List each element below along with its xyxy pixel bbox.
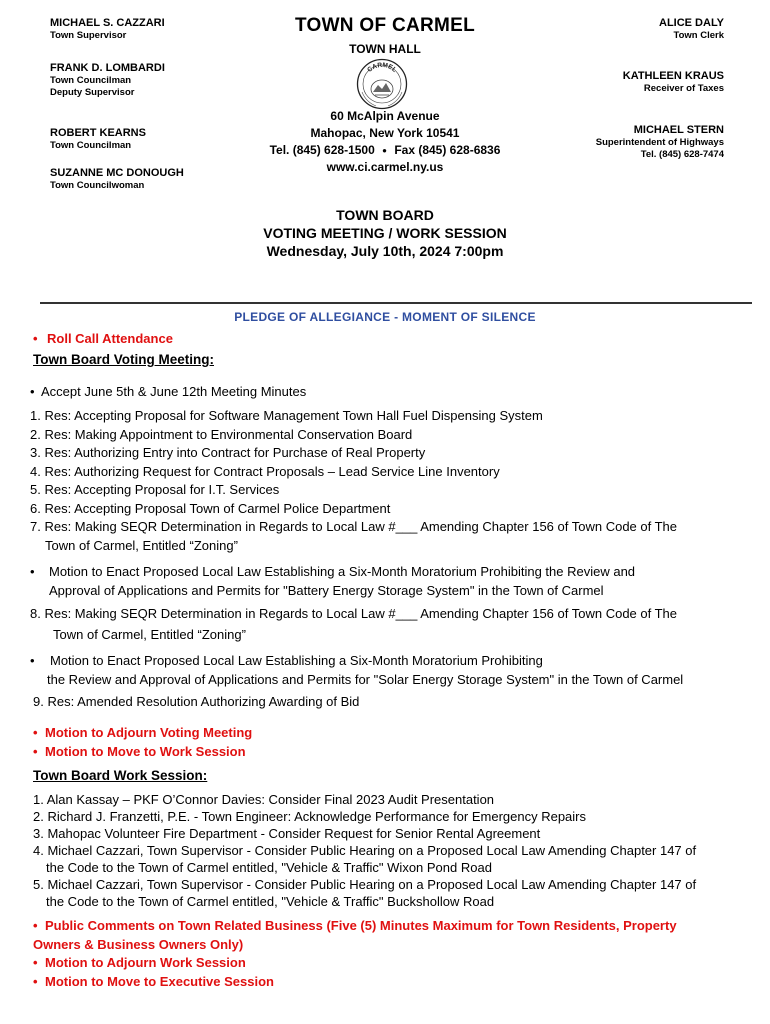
minutes-bullet: • bbox=[30, 384, 35, 399]
fax: Fax (845) 628-6836 bbox=[394, 143, 501, 157]
meeting-line3: Wednesday, July 10th, 2024 7:00pm bbox=[266, 243, 504, 259]
councilwoman-name: SUZANNE MC DONOUGH bbox=[50, 167, 184, 179]
move-to-exec: Motion to Move to Executive Session bbox=[45, 973, 274, 989]
town-seal bbox=[356, 58, 408, 110]
receiver-name: KATHLEEN KRAUS bbox=[622, 70, 724, 82]
minutes-text: Accept June 5th & June 12th Meeting Minutes bbox=[41, 384, 307, 399]
work-heading: Town Board Work Session: bbox=[33, 768, 208, 783]
work-item: 2. Richard J. Franzetti, P.E. - Town Engineer: Acknowledge Performance for Emergency Repairs bbox=[33, 809, 587, 824]
work-item-5: 5. Michael Cazzari, Town Supervisor - Consider Public Hearing on a Proposed Local Law Amending Chapter 147 of bbox=[33, 877, 697, 892]
header-left bbox=[50, 17, 165, 42]
address-line1: 60 McAlpin Avenue bbox=[330, 109, 440, 123]
header-center bbox=[235, 15, 535, 56]
work-motions bbox=[33, 917, 677, 991]
voting-item-9: 9. Res: Amended Resolution Authorizing Awarding of Bid bbox=[33, 694, 360, 709]
voting-heading: Town Board Voting Meeting: bbox=[33, 352, 214, 367]
meeting-title bbox=[0, 206, 770, 260]
move-to-work: Motion to Move to Work Session bbox=[45, 744, 246, 759]
supervisor-role: Town Supervisor bbox=[50, 30, 127, 41]
councilman2-block bbox=[50, 127, 146, 152]
adjourn-work: Motion to Adjourn Work Session bbox=[45, 955, 246, 970]
councilman1-block bbox=[50, 62, 165, 99]
councilman2-name: ROBERT KEARNS bbox=[50, 127, 146, 139]
motion-battery-line1: Motion to Enact Proposed Local Law Establishing a Six-Month Moratorium Prohibiting the Review and bbox=[49, 564, 636, 579]
highways-block bbox=[596, 124, 724, 161]
motion-bullet: • bbox=[30, 653, 35, 668]
receiver-role: Receiver of Taxes bbox=[643, 83, 724, 94]
clerk-name: ALICE DALY bbox=[659, 17, 724, 29]
public-comments-line1: Public Comments on Town Related Business (Five (5) Minutes Maximum for Town Residents, Property bbox=[45, 918, 677, 933]
voting-list bbox=[30, 407, 677, 555]
highways-tel: Tel. (845) 628-7474 bbox=[640, 149, 724, 160]
work-list bbox=[33, 791, 696, 910]
voting-item: 1. Res: Accepting Proposal for Software Management Town Hall Fuel Dispensing System bbox=[30, 408, 543, 423]
roll-call-bullet: • bbox=[33, 331, 38, 346]
seal-icon bbox=[356, 58, 408, 110]
meeting-line2: VOTING MEETING / WORK SESSION bbox=[263, 225, 507, 241]
move-bullet: • bbox=[33, 744, 38, 759]
svg-text:CARMEL: CARMEL bbox=[366, 61, 398, 74]
supervisor-name: MICHAEL S. CAZZARI bbox=[50, 17, 165, 29]
roll-call bbox=[33, 330, 173, 349]
voting-item: 3. Res: Authorizing Entry into Contract for Purchase of Real Property bbox=[30, 445, 426, 460]
voting-item-8-line1: 8. Res: Making SEQR Determination in Regards to Local Law #___ Amending Chapter 156 of Town Code of The bbox=[30, 606, 678, 621]
website[interactable]: www.ci.carmel.ny.us bbox=[326, 160, 444, 174]
work-item-5-cont: the Code to the Town of Carmel entitled, "Vehicle & Traffic" Buckshollow Road bbox=[46, 894, 495, 909]
motion-battery bbox=[30, 563, 635, 600]
highways-role: Superintendent of Highways bbox=[595, 137, 724, 148]
voting-motions bbox=[33, 723, 252, 761]
adjourn-voting: Motion to Adjourn Voting Meeting bbox=[45, 725, 253, 740]
councilman1-role2: Deputy Supervisor bbox=[50, 87, 135, 98]
public-bullet: • bbox=[33, 918, 38, 933]
clerk-role: Town Clerk bbox=[673, 30, 724, 41]
motion-bullet: • bbox=[30, 564, 35, 579]
exec-bullet: • bbox=[33, 973, 38, 989]
councilman2-role: Town Councilman bbox=[50, 140, 132, 151]
divider bbox=[40, 302, 752, 304]
adjourn-bullet: • bbox=[33, 725, 38, 740]
separator-dot: ● bbox=[382, 146, 387, 155]
phone-fax-line bbox=[235, 142, 535, 159]
voting-item-8 bbox=[30, 603, 677, 645]
address-block bbox=[235, 108, 535, 176]
phone: Tel. (845) 628-1500 bbox=[269, 143, 375, 157]
voting-item: 6. Res: Accepting Proposal Town of Carmel Police Department bbox=[30, 500, 391, 516]
motion-solar-line1: Motion to Enact Proposed Local Law Establishing a Six-Month Moratorium Prohibiting bbox=[50, 653, 543, 668]
receiver-block bbox=[623, 70, 724, 95]
voting-item-7-cont: Town of Carmel, Entitled “Zoning” bbox=[45, 537, 238, 553]
voting-item-7: 7. Res: Making SEQR Determination in Regards to Local Law #___ Amending Chapter 156 of Town Code of The bbox=[30, 519, 678, 534]
town-title: TOWN OF CARMEL bbox=[294, 15, 476, 36]
voting-item: 2. Res: Making Appointment to Environmental Conservation Board bbox=[30, 426, 413, 442]
pledge-text: PLEDGE OF ALLEGIANCE - MOMENT OF SILENCE bbox=[234, 310, 536, 324]
councilman1-role: Town Councilman bbox=[50, 75, 132, 86]
work-item-4: 4. Michael Cazzari, Town Supervisor - Consider Public Hearing on a Proposed Local Law Amending Chapter 147 of bbox=[33, 843, 697, 858]
roll-call-text: Roll Call Attendance bbox=[47, 331, 173, 346]
minutes-item bbox=[30, 383, 306, 402]
meeting-line1: TOWN BOARD bbox=[336, 207, 434, 223]
town-hall: TOWN HALL bbox=[349, 42, 421, 56]
highways-name: MICHAEL STERN bbox=[633, 124, 724, 136]
voting-item-8-line2: Town of Carmel, Entitled “Zoning” bbox=[53, 627, 246, 642]
adjourn-bullet: • bbox=[33, 955, 38, 970]
voting-item: 4. Res: Authorizing Request for Contract Proposals – Lead Service Line Inventory bbox=[30, 463, 500, 479]
work-item: 3. Mahopac Volunteer Fire Department - Consider Request for Senior Rental Agreement bbox=[33, 826, 541, 841]
pledge-line bbox=[0, 308, 770, 326]
public-comments-line2: Owners & Business Owners Only) bbox=[33, 936, 244, 952]
address-line2: Mahopac, New York 10541 bbox=[310, 126, 460, 140]
voting-item: 5. Res: Accepting Proposal for I.T. Services bbox=[30, 482, 280, 497]
motion-solar bbox=[30, 652, 683, 689]
motion-solar-line2: the Review and Approval of Applications and Permits for "Solar Energy Storage System" in the Town of Carmel bbox=[47, 671, 684, 687]
motion-battery-line2: Approval of Applications and Permits for "Battery Energy Storage System" in the Town of Carmel bbox=[49, 582, 604, 598]
councilman1-name: FRANK D. LOMBARDI bbox=[50, 62, 165, 74]
clerk-block bbox=[659, 17, 724, 42]
councilwoman-role: Town Councilwoman bbox=[50, 180, 145, 191]
work-item-4-cont: the Code to the Town of Carmel entitled, "Vehicle & Traffic" Wixon Pond Road bbox=[46, 860, 492, 875]
work-item: 1. Alan Kassay – PKF O’Connor Davies: Consider Final 2023 Audit Presentation bbox=[33, 792, 495, 807]
councilwoman-block bbox=[50, 167, 184, 192]
